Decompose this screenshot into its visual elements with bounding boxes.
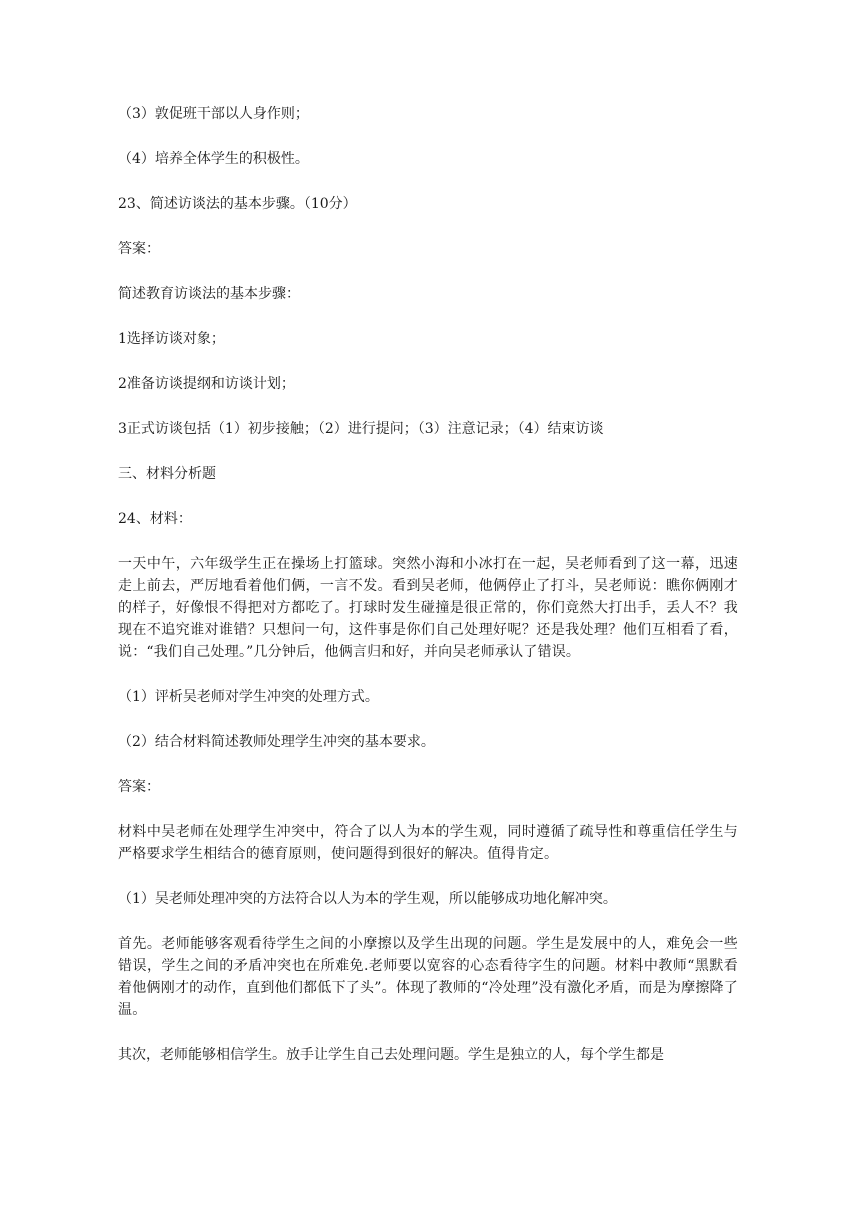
answer-first: 首先。老师能够客观看待学生之间的小摩擦以及学生出现的问题。学生是发展中的人，难免会一些错误，学生之间的矛盾冲突也在所难免.老师要以宽容的心态看待字生的问题。材料中教师“黑默看着他俩刚才的动作，直到他们都低下了头”。体现了教师的“冷处理”没有激化矛盾，而是为摩擦降了温。 — [118, 936, 738, 1018]
answer-item-4: （4）培养全体学生的积极性。 — [118, 151, 309, 167]
document-page — [118, 103, 738, 1089]
answer-label: 答案： — [118, 241, 160, 257]
answer-item-3: （3）敦促班干部以人身作则； — [118, 106, 309, 122]
section-heading: 三、材料分析题 — [118, 466, 216, 482]
sub-question-2: （2）结合材料简述教师处理学生冲突的基本要求。 — [118, 734, 435, 750]
question-24: 24、材料： — [118, 511, 192, 527]
question-23: 23、简述访谈法的基本步骤。（10分） — [118, 196, 357, 212]
answer-summary: 材料中吴老师在处理学生冲突中，符合了以人为本的学生观，同时遵循了疏导性和尊重信任学生与严格要求学生相结合的德育原则，使问题得到很好的解决。值得肯定。 — [118, 824, 738, 862]
answer-second: 其次，老师能够相信学生。放手让学生自己去处理问题。学生是独立的人，每个学生都是 — [118, 1047, 664, 1063]
step-1: 1选择访谈对象； — [118, 331, 225, 347]
answer-intro: 简述教育访谈法的基本步骤： — [118, 286, 300, 302]
answer-point-1: （1）吴老师处理冲突的方法符合以人为本的学生观，所以能够成功地化解冲突。 — [118, 891, 617, 907]
step-3: 3正式访谈包括（1）初步接触；（2）进行提问；（3）注意记录；（4）结束访谈 — [118, 421, 604, 437]
answer-label-2: 答案： — [118, 779, 160, 795]
step-2: 2准备访谈提纲和访谈计划； — [118, 376, 295, 392]
sub-question-1: （1）评析吴老师对学生冲突的处理方式。 — [118, 689, 379, 705]
material-text: 一天中午，六年级学生正在操场上打篮球。突然小海和小冰打在一起，吴老师看到了这一幕，迅速走上前去，严厉地看着他们俩，一言不发。看到吴老师，他俩停止了打斗，吴老师说：瞧你俩刚才的样子，好像恨不得把对方都吃了。打球时发生碰撞是很正常的，你们竟然大打出手，丢人不？我现在不追究谁对谁错？只想问一句，这件事是你们自己处理好呢？还是我处理？他们互相看了看，说：“我们自己处理。”几分钟后，他俩言归和好，并向吴老师承认了错误。 — [118, 556, 738, 660]
